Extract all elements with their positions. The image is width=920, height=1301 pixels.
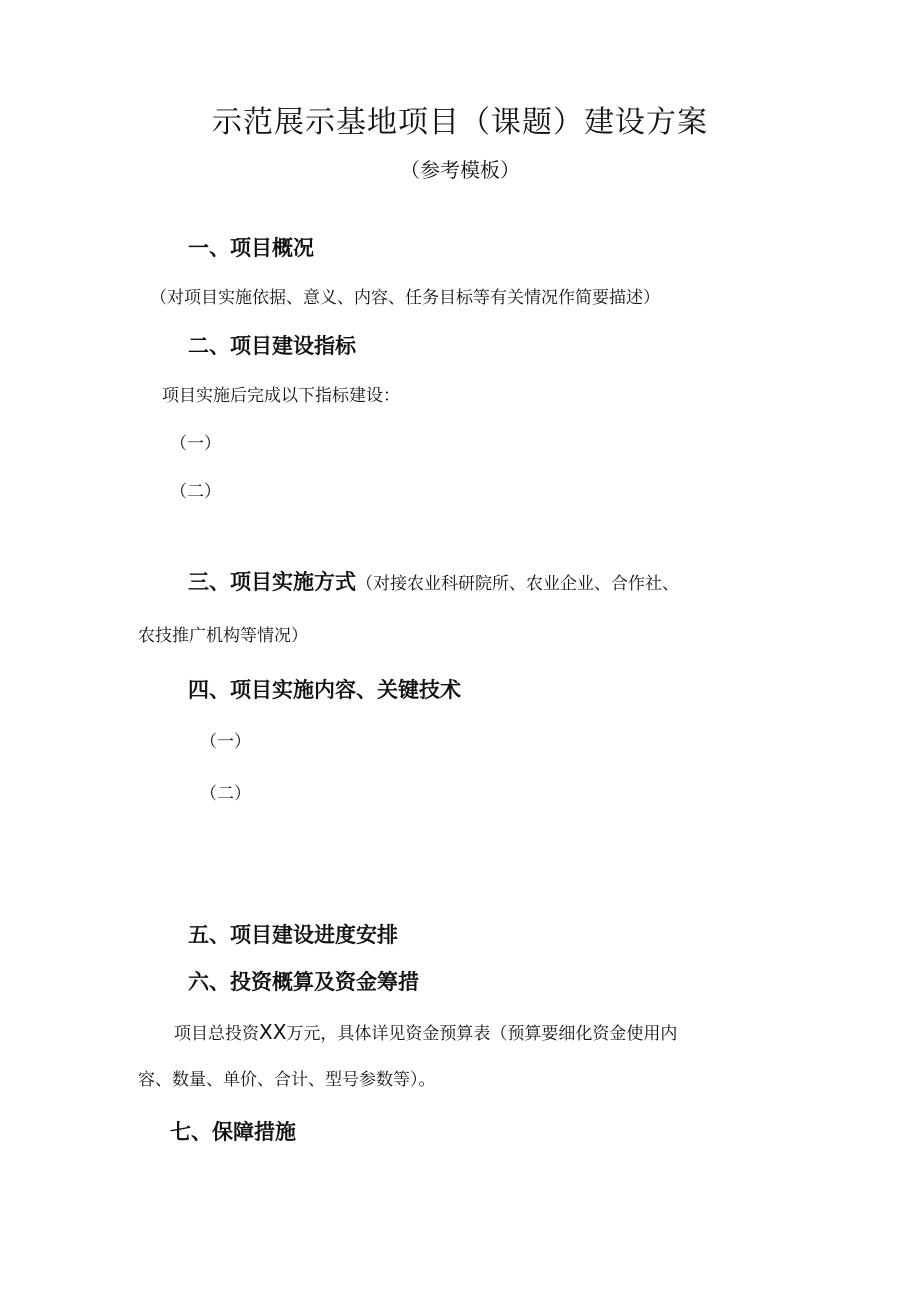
section-6-body-prefix: 项目总投资 [174,1024,259,1044]
section-4-item-2: （二） [200,784,251,804]
section-3-note-line-1: （对接农业科研院所、农业企业、合作社、 [356,574,679,594]
section-2-item-2: （二） [170,482,221,502]
section-3-heading: 三、项目实施方式 [188,570,356,594]
section-4-item-1: （一） [200,732,251,752]
document-subtitle: （参考模板） [400,158,520,182]
document-title: 示范展示基地项目（课题）建设方案 [212,105,708,140]
section-6-body-line-2: 容、数量、单价、合计、型号参数等）。 [138,1070,436,1090]
section-6-body-line-1 [174,1022,677,1043]
section-3-note-line-2: 农技推广机构等情况） [138,626,308,646]
section-2-heading: 二、项目建设指标 [188,334,356,358]
investment-amount: XX [259,1020,287,1044]
section-5-heading: 五、项目建设进度安排 [188,923,398,947]
section-2-intro: 项目实施后完成以下指标建设： [162,386,400,406]
section-3-line-1 [188,572,679,593]
section-1-heading: 一、项目概况 [188,236,314,260]
section-6-heading: 六、投资概算及资金筹措 [188,970,419,994]
section-4-heading: 四、项目实施内容、关键技术 [188,678,461,702]
section-1-note: （对项目实施依据、意义、内容、任务目标等有关情况作简要描述） [150,288,660,308]
section-2-item-1: （一） [170,434,221,454]
section-6-body-suffix: 万元，具体详见资金预算表（预算要细化资金使用内 [286,1024,678,1044]
section-7-heading: 七、保障措施 [170,1120,296,1144]
